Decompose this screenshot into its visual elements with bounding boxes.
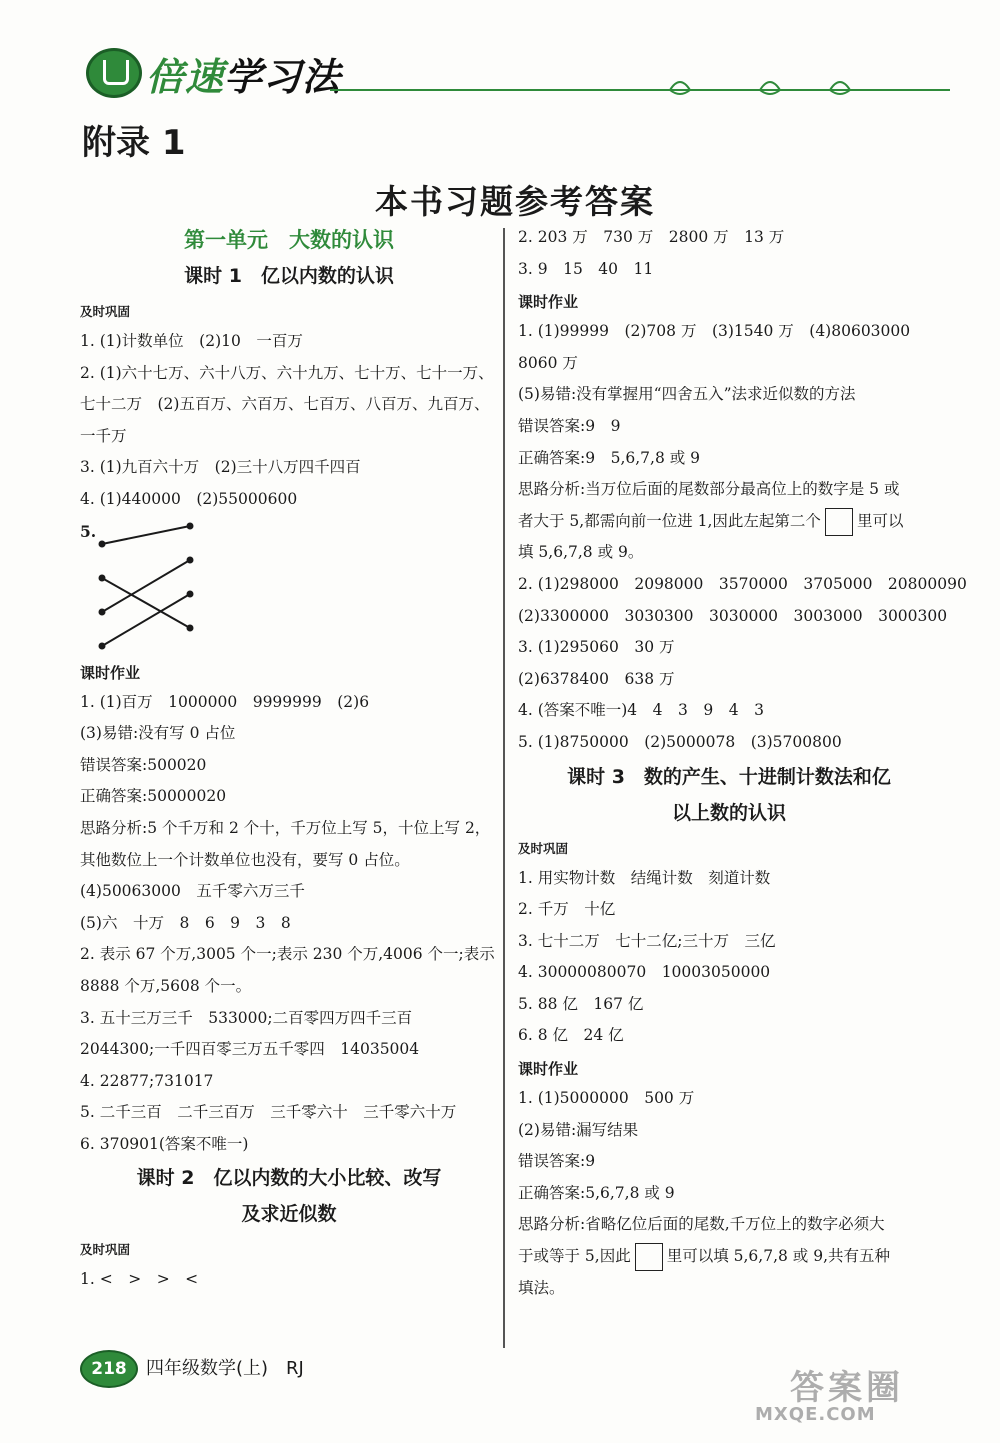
answer-line: 3. 五十三万三千 533000;二百零四万四千三百 2044300;一千四百零三万五千零四 14035004: [80, 1008, 428, 1059]
answer-line: 思路分析:省略亿位后面的尾数,千万位上的数字必须大: [518, 1215, 885, 1234]
answer-line: 2. (1)298000 2098000 3570000 3705000 20800090: [518, 574, 967, 593]
answer-line: 1. < > > <: [80, 1270, 199, 1289]
section-label: 及时巩固: [80, 1242, 131, 1258]
answer-line: (4)50063000 五千零六万三千: [80, 882, 305, 901]
answer-text: 里可以: [856, 511, 904, 530]
section-label: 及时巩固: [518, 840, 569, 856]
answer-line: (2)3300000 3030300 3030000 3003000 3000300: [518, 606, 948, 625]
match-line: [102, 526, 190, 544]
lesson-title: 及求近似数: [241, 1203, 337, 1226]
brand-black-text: 学习法: [224, 55, 342, 99]
answer-line: (3)易错:没有写 0 占位: [80, 724, 236, 743]
answer-line: [518, 506, 940, 538]
answer-line: 正确答案:5,6,7,8 或 9: [518, 1183, 675, 1202]
watermark-url: MXQE.COM: [755, 1404, 876, 1425]
decorative-swirl-line: [330, 70, 950, 100]
column-divider: [503, 228, 505, 1348]
answer-line: 6. 370901(答案不唯一): [80, 1134, 249, 1153]
answer-line: (2)6378400 638 万: [518, 669, 675, 688]
answer-line: (5)六 十万 8 6 9 3 8: [80, 913, 291, 932]
book-circle-icon: [86, 48, 142, 98]
right-column: [518, 222, 967, 1304]
section-label: 课时作业: [518, 1060, 579, 1079]
section-label: 及时巩固: [80, 304, 131, 319]
section-label: 课时作业: [80, 663, 141, 682]
answer-text: 于或等于 5,因此: [518, 1247, 631, 1266]
answer-line: 填 5,6,7,8 或 9。: [518, 543, 644, 562]
answer-line: 4. (1)440000 (2)55000600: [80, 489, 298, 508]
brand-logo: [146, 46, 341, 101]
answer-line: 正确答案:9 5,6,7,8 或 9: [518, 448, 701, 467]
answer-line: 2. (1)六十七万、六十八万、六十九万、七十万、七十一万、七十二万 (2)五百万、六百万、七百万、八百万、九百万、一千万: [80, 363, 494, 445]
answer-line: 正确答案:50000020: [80, 787, 227, 806]
appendix-heading: 附录 1: [82, 123, 186, 163]
page-title: 本书习题参考答案: [375, 182, 655, 221]
answer-line: 4. 30000080070 10003050000: [518, 963, 771, 982]
answer-line: 错误答案:500020: [80, 755, 207, 774]
answer-line: 错误答案:9: [518, 1152, 596, 1171]
answer-text: 者大于 5,都需向前一位进 1,因此左起第二个: [518, 511, 821, 530]
blank-box: [635, 1243, 663, 1271]
page-number: 218: [80, 1350, 138, 1388]
page-header: [0, 0, 1000, 110]
answer-line: 5.: [80, 521, 97, 541]
answer-line: 1. (1)99999 (2)708 万 (3)1540 万 (4)80603000: [518, 322, 911, 341]
answer-line: 1. (1)计数单位 (2)10 一百万: [80, 332, 303, 350]
lesson-title: 课时 2 亿以内数的大小比较、改写: [136, 1167, 442, 1190]
answer-line: 3. (1)295060 30 万: [518, 638, 675, 657]
answer-line: 5. (1)8750000 (2)5000078 (3)5700800: [518, 732, 842, 751]
left-column: [80, 222, 498, 1296]
answer-line: 5. 二千三百 二千三百万 三千零六十 三千零六十万: [80, 1103, 457, 1122]
matching-diagram: [80, 516, 498, 656]
answer-line: 填法。: [518, 1278, 565, 1297]
answer-line: 错误答案:9 9: [518, 416, 621, 435]
answer-line: 8060 万: [518, 353, 578, 372]
watermark: [735, 1360, 965, 1430]
answer-line: 思路分析:当万位后面的尾数部分最高位上的数字是 5 或: [518, 480, 900, 499]
matching-lines: [80, 516, 220, 656]
answer-line: 1. 用实物计数 结绳计数 刻道计数: [518, 868, 771, 887]
answer-text: 里可以填 5,6,7,8 或 9,共有五种: [666, 1247, 891, 1266]
section-label: 课时作业: [518, 293, 579, 312]
answer-line: 3. (1)九百六十万 (2)三十八万四千四百: [80, 458, 361, 477]
blank-box: [825, 508, 853, 536]
answer-line: 思路分析:5 个千万和 2 个十，千万位上写 5，十位上写 2，其他数位上一个计数单位也没有，要写 0 占位。: [80, 818, 491, 869]
brand-green-text: 倍速: [146, 55, 225, 99]
answer-line: 2. 表示 67 个万,3005 个一;表示 230 个万,4006 个一;表示 8888 个万,5608 个一。: [80, 945, 495, 995]
answer-line: 4. 22877;731017: [80, 1071, 214, 1090]
lesson-title: 课时 1 亿以内数的认识: [184, 265, 394, 287]
answer-line: 5. 88 亿 167 亿: [518, 994, 644, 1013]
answer-line: 3. 9 15 40 11: [518, 259, 654, 278]
unit-title: 第一单元 大数的认识: [184, 228, 394, 252]
watermark-text: 答案圈: [790, 1368, 904, 1408]
footer-grade: 四年级数学(上) RJ: [146, 1358, 304, 1379]
lesson-title: 课时 3 数的产生、十进制计数法和亿: [567, 765, 891, 788]
answer-line: 4. (答案不唯一)4 4 3 9 4 3: [518, 701, 764, 720]
answer-line: 2. 203 万 730 万 2800 万 13 万: [518, 228, 785, 246]
answer-line: [518, 1241, 940, 1273]
answer-line: (5)易错:没有掌握用“四舍五入”法求近似数的方法: [518, 385, 856, 404]
answer-line: 1. (1)百万 1000000 9999999 (2)6: [80, 692, 370, 711]
answer-line: 2. 千万 十亿: [518, 900, 616, 919]
answer-line: 1. (1)5000000 500 万: [518, 1089, 695, 1108]
answer-line: (2)易错:漏写结果: [518, 1120, 639, 1139]
lesson-title: 以上数的认识: [671, 801, 786, 824]
answer-line: 3. 七十二万 七十二亿;三十万 三亿: [518, 931, 776, 950]
answer-line: 6. 8 亿 24 亿: [518, 1026, 624, 1045]
